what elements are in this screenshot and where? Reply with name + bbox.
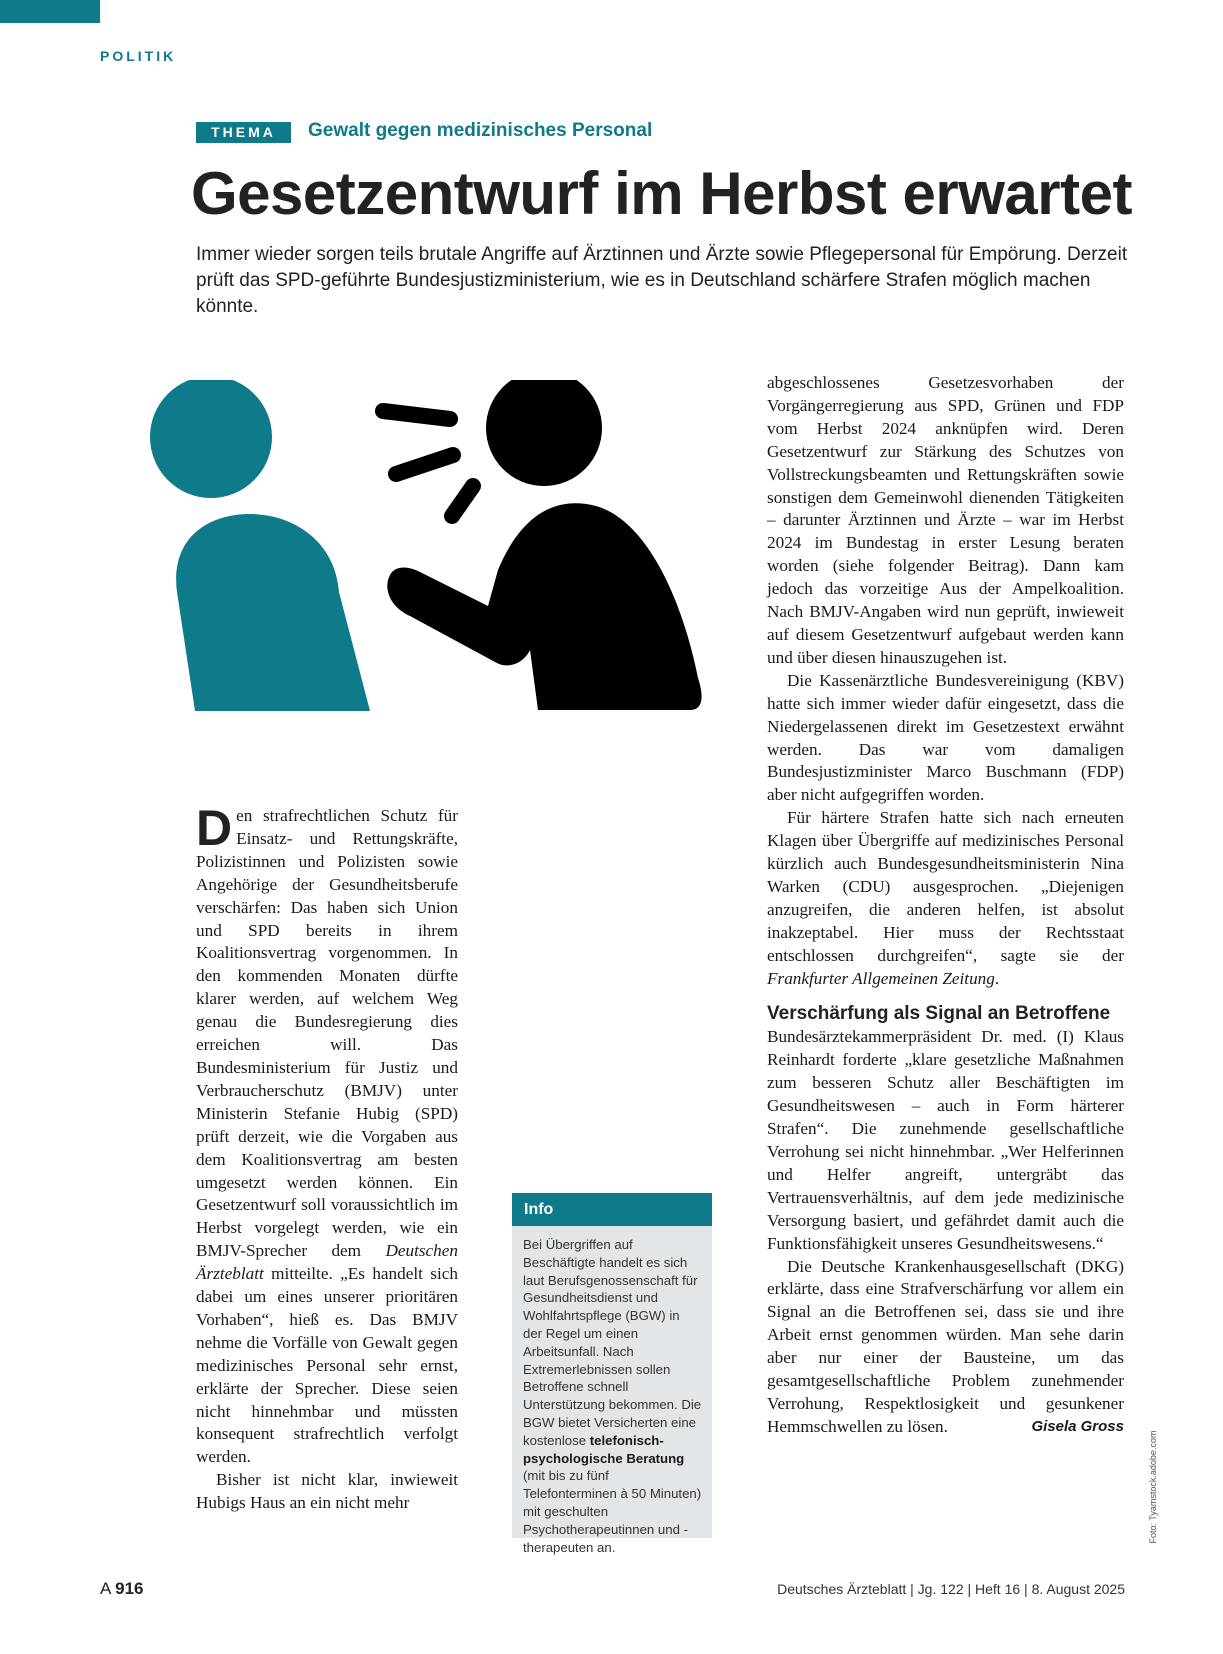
section-subheading: Verschärfung als Signal an Betroffene [767, 1003, 1111, 1025]
paragraph: Die Kassenärztliche Bundesvereinigung (KBV) hatte sich immer wieder dafür eingesetzt, dass die Niedergelassenen direkt im Gesetzestext erwähnt werden. Das war vom damaligen Bundesjustizminister Marco Buschmann (FDP) aber nicht aufgegriffen worden. [767, 670, 1124, 805]
info-box-highlight: telefonisch-psychologische Beratung [523, 1432, 685, 1466]
article-lead: Immer wieder sorgen teils brutale Angriffe auf Ärztinnen und Ärzte sowie Pflegepersonal für Empörung. Derzeit prüft das SPD-geführte Bundesjustizministerium, wie es in Deutschland schärfere Strafen möglich machen könnte. [196, 244, 1128, 317]
article-headline: Gesetzentwurf im Herbst erwartet [191, 160, 1132, 227]
photo-credit: Foto: Tyamstock.adobe.com [1148, 1430, 1158, 1544]
paragraph [196, 800, 458, 1469]
paragraph: Für härtere Strafen hatte sich nach erneuten Klagen über Übergriffe auf medizinisches Personal kürzlich auch Bundesgesundheitsministerin Nina Warken (CDU) ausgesprochen. „Diejenigen anzugreifen, die anderen helfen, ist absolut inakzeptabel. Hier muss der Rechtsstaat entschlossen durchgreifen“, sagte sie der Frankfurter Allgemeinen Zeitung. [767, 808, 1124, 988]
info-box [512, 1193, 712, 1555]
thema-badge: THEMA [196, 122, 291, 143]
article-right-column [767, 372, 1124, 1439]
info-box-title: Info [512, 1193, 712, 1226]
paragraph-text: en strafrechtlichen Schutz für Einsatz- und Rettungskräfte, Polizistinnen und Polizisten sowie Angehörige der Gesundheitsberufe verschärfen: Das haben sich Union und SPD bereits in ihrem Koalitionsvertrag vorgenommen. In den kommenden Monaten dürfte klarer werden, auf welchem Weg genau die Bundesregierung dies erreichen will. Das Bundesministerium für Justiz und Verbraucherschutz (BMJV) unter Ministerin Stefanie Hubig (SPD) prüft derzeit, wie die Vorgaben aus dem Koalitionsvertrag am besten umgesetzt werden können. Ein Gesetzentwurf soll voraussichtlich im Herbst vorgelegt werden, wie ein BMJV-Sprecher dem [196, 806, 458, 1261]
paragraph: Bundesärztekammerpräsident Dr. med. (I) Klaus Reinhardt forderte „klare gesetzliche Maßnahmen zum besseren Schutz aller Beschäftigten im Gesundheitswesen – auch in Form härterer Strafen“. Die zunehmende gesellschaftliche Verrohung sei nicht hinnehmbar. „Wer Helferinnen und Helfer angreift, untergräbt das Vertrauensverhältnis, auf dem jede medizinische Versorgung basiert, und gefährdet damit auch die Funktionsfähigkeit unseres Gesundheitswesens.“ [767, 1027, 1124, 1253]
paragraph-text: mitteilte. „Es handelt sich dabei um eines unserer prioritären Vorhaben“, hieß es. Das BMJV nehme die Vorfälle von Gewalt gegen medizinisches Personal sehr ernst, erklärte der Sprecher. Diese seien nicht hinnehmbar und müssten konsequent strafrechtlich verfolgt werden. [196, 1264, 458, 1467]
paragraph: abgeschlossenes Gesetzesvorhaben der Vorgängerregierung aus SPD, Grünen und FDP vom Herbst 2024 anknüpfen wird. Deren Gesetzentwurf zur Stärkung des Schutzes von Vollstreckungsbeamten und Rettungskräften sowie sonstigen dem Gemeinwohl dienenden Tätigkeiten – darunter Ärztinnen und Ärzte – war im Herbst 2024 im Bundestag in erster Lesung beraten worden (siehe folgender Beitrag). Dann kam jedoch das vorzeitige Aus der Ampelkoalition. Nach BMJV-Angaben wird nun geprüft, inwieweit auf diesem Gesetzentwurf aufgebaut werden kann und über diesen hinauszugehen ist. [767, 373, 1124, 667]
page-number: A 916 [100, 1579, 144, 1598]
topic-label: Gewalt gegen medizinisches Personal [308, 120, 653, 141]
paragraph: Bisher ist nicht klar, inwieweit Hubigs Haus an ein nicht mehr [196, 1470, 458, 1513]
aggression-illustration-icon [150, 380, 750, 760]
info-box-text: Bei Übergriffen auf Beschäftigte handelt es sich laut Berufsgenossenschaft für Gesundheitsdienst und Wohlfahrtspflege (BGW) in der Regel um einen Arbeitsunfall. Nach Extremerlebnissen sollen Betroffene schnell Unterstützung bekommen. Die BGW bietet Versicherten eine kostenlose telefonisch-psychologische Beratung (mit bis zu fünf Telefonterminen à 50 Minuten) mit geschulten Psychotherapeutinnen und -therapeuten an. [523, 1237, 702, 1555]
top-accent-bar [0, 0, 100, 23]
publication-title: Deutschen Ärzteblatt [196, 1241, 458, 1284]
author-byline: Gisela Gross [1031, 1417, 1124, 1435]
section-label: POLITIK [100, 48, 177, 64]
page-footer: Deutsches Ärzteblatt | Jg. 122 | Heft 16 | 8. August 2025 [777, 1581, 1125, 1597]
paragraph: Die Deutsche Krankenhausgesellschaft (DKG) erklärte, dass eine Strafverschärfung vor allem ein Signal an die Betroffenen sei, dass sie und ihre Arbeit ernst genommen würden. Man sehe darin aber nur einer der Bausteine, um das gesamtgesellschaftliche Problem zunehmender Verrohung, Respektlosigkeit und gesunkener Hemmschwellen zu lösen. Gisela Gross [767, 1256, 1124, 1439]
article-left-column [196, 800, 458, 1515]
publication-title: Frankfurter Allgemeinen Zeitung [767, 968, 995, 988]
drop-cap: D [196, 800, 233, 856]
